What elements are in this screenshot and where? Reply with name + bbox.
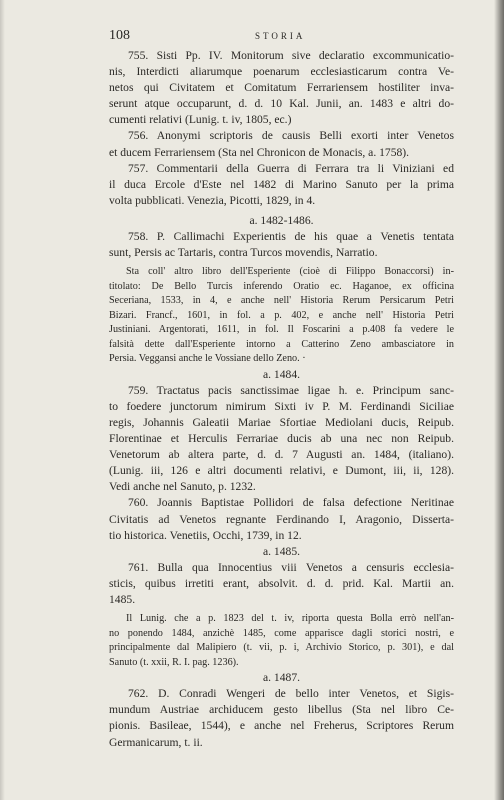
text-line: Sanuto (t. xxii, R. I. pag. 1236). <box>109 656 239 668</box>
text-line: regis, Johannis Galeatii Mariae Sfortiae Mediolani ducis, Reipub. <box>109 416 454 429</box>
text-line: (Lunig. iii, 126 e altri documenti relativi, e Dumont, iii, ii, 128). <box>109 464 454 478</box>
page-number: 108 <box>109 28 130 43</box>
page-body-text <box>109 48 454 751</box>
page-right-edge-shadow <box>494 0 504 800</box>
text-line: netos qui Civitatem et Comitatum Ferrariensem hostiliter inva- <box>109 81 454 95</box>
running-title: STORIA <box>255 31 306 41</box>
text-line: Civitatis ad Venetos regnante Ferdinando I, Aragonio, Disserta- <box>109 512 454 526</box>
text-line: cumenti relativi (Lunig. t. iv, 1805, ec.) <box>109 113 292 127</box>
text-line: Bizari. Francf., 1601, in fol. a p. 402, e anche nell' Historia Petri <box>109 309 454 321</box>
text-line: sticis, quibus irretiti erant, absolvit. d. d. prid. Kal. Martii an. <box>109 576 454 590</box>
text-line: nis, Interdicti aliarumque poenarum ecclesiasticarum contra Ve- <box>109 65 454 79</box>
text-line: et ducem Ferrariensem (Sta nel Chronicon de Monacis, a. 1758). <box>109 145 410 159</box>
text-line: falsità dette dall'Esperiente intorno a Catterino Zeno ambasciatore in <box>109 338 454 350</box>
text-line: 757. Commentarii della Guerra di Ferrara tra li Viniziani ed <box>128 161 454 175</box>
year-heading: a. 1484. <box>262 367 301 381</box>
text-line: sunt, Persis ac Tartaris, contra Turcos movendis, Narratio. <box>109 246 378 260</box>
text-line: Germanicarum, t. ii. <box>109 735 203 749</box>
text-line: mundum Austriae archiducem gesto libellus (Sta nel libro Ce- <box>109 703 454 717</box>
text-line: 760. Joannis Baptistae Pollidori de falsa defectione Neritinae <box>128 496 454 510</box>
text-line: Venetorum ab altera parte, d. d. 7 Augusti an. 1484, (italiano). <box>109 448 454 462</box>
year-heading: a. 1482-1486. <box>249 213 314 227</box>
text-line: serunt atque occuparunt, d. d. 10 Kal. Junii, an. 1483 e altri do- <box>109 97 454 111</box>
text-line: Persia. Veggansi anche le Vossiane dello Zeno. · <box>109 353 306 365</box>
text-line: no ponendo 1484, anzichè 1485, come apparisce dagli storici nostri, e <box>109 627 454 639</box>
text-line: Sta coll' altro libro dell'Esperiente (cioè di Filippo Bonaccorsi) in- <box>126 266 454 278</box>
text-line: 759. Tractatus pacis sanctissimae ligae h. e. Principum sanc- <box>128 383 454 397</box>
text-line: Seceriana, 1533, in 4, e anche nell' Historia Rerum Persicarum Petri <box>109 295 454 307</box>
text-line: 761. Bulla qua Innocentius viii Venetos a censuris ecclesia- <box>128 560 454 574</box>
text-line: to foedere junctorum nimirum Sixti iv P. M. Ferdinandi Siciliae <box>109 399 454 413</box>
text-line: Justiniani. Argentorati, 1611, in fol. Il Foscarini a p.408 fa vedere le <box>109 324 454 336</box>
text-line: 756. Anonymi scriptoris de causis Belli exorti inter Venetos <box>128 129 454 143</box>
text-line: principalmente dal Malipiero (t. vii, p. i, Archivio Storico, p. 301), e dal <box>109 642 454 654</box>
page-left-shadow <box>0 0 5 800</box>
text-line: titolato: De Bello Turcis inferendo Oratio ec. Haganoe, ex officina <box>109 280 454 292</box>
text-line: 755. Sisti Pp. IV. Monitorum sive declaratio excommunicatio- <box>128 49 454 62</box>
text-line: Florentinae et Herculis Ferrariae ducis ab una nec non Reipub. <box>109 432 454 446</box>
year-heading: a. 1487. <box>262 671 301 685</box>
year-heading: a. 1485. <box>262 544 301 558</box>
text-line: volta pubblicati. Venezia, Picotti, 1829, in 4. <box>109 193 316 207</box>
text-line: Vedi anche nel Sanuto, p. 1232. <box>109 480 256 494</box>
text-line: pionis. Basileae, 1544), e anche nel Freherus, Scriptores Rerum <box>109 719 454 733</box>
text-line: tio historica. Venetiis, Occhi, 1739, in 12. <box>109 528 302 542</box>
text-line: il duca Ercole d'Este nel 1482 di Marino Sanuto per la prima <box>109 177 454 191</box>
text-line: Il Lunig. che a p. 1823 del t. iv, riporta questa Bolla errò nell'an- <box>126 613 454 625</box>
text-line: 762. D. Conradi Wengeri de bello inter Venetos, et Sigis- <box>128 687 454 701</box>
text-line: 1485. <box>109 593 136 607</box>
text-line: 758. P. Callimachi Experientis de his quae a Venetis tentata <box>128 230 454 244</box>
